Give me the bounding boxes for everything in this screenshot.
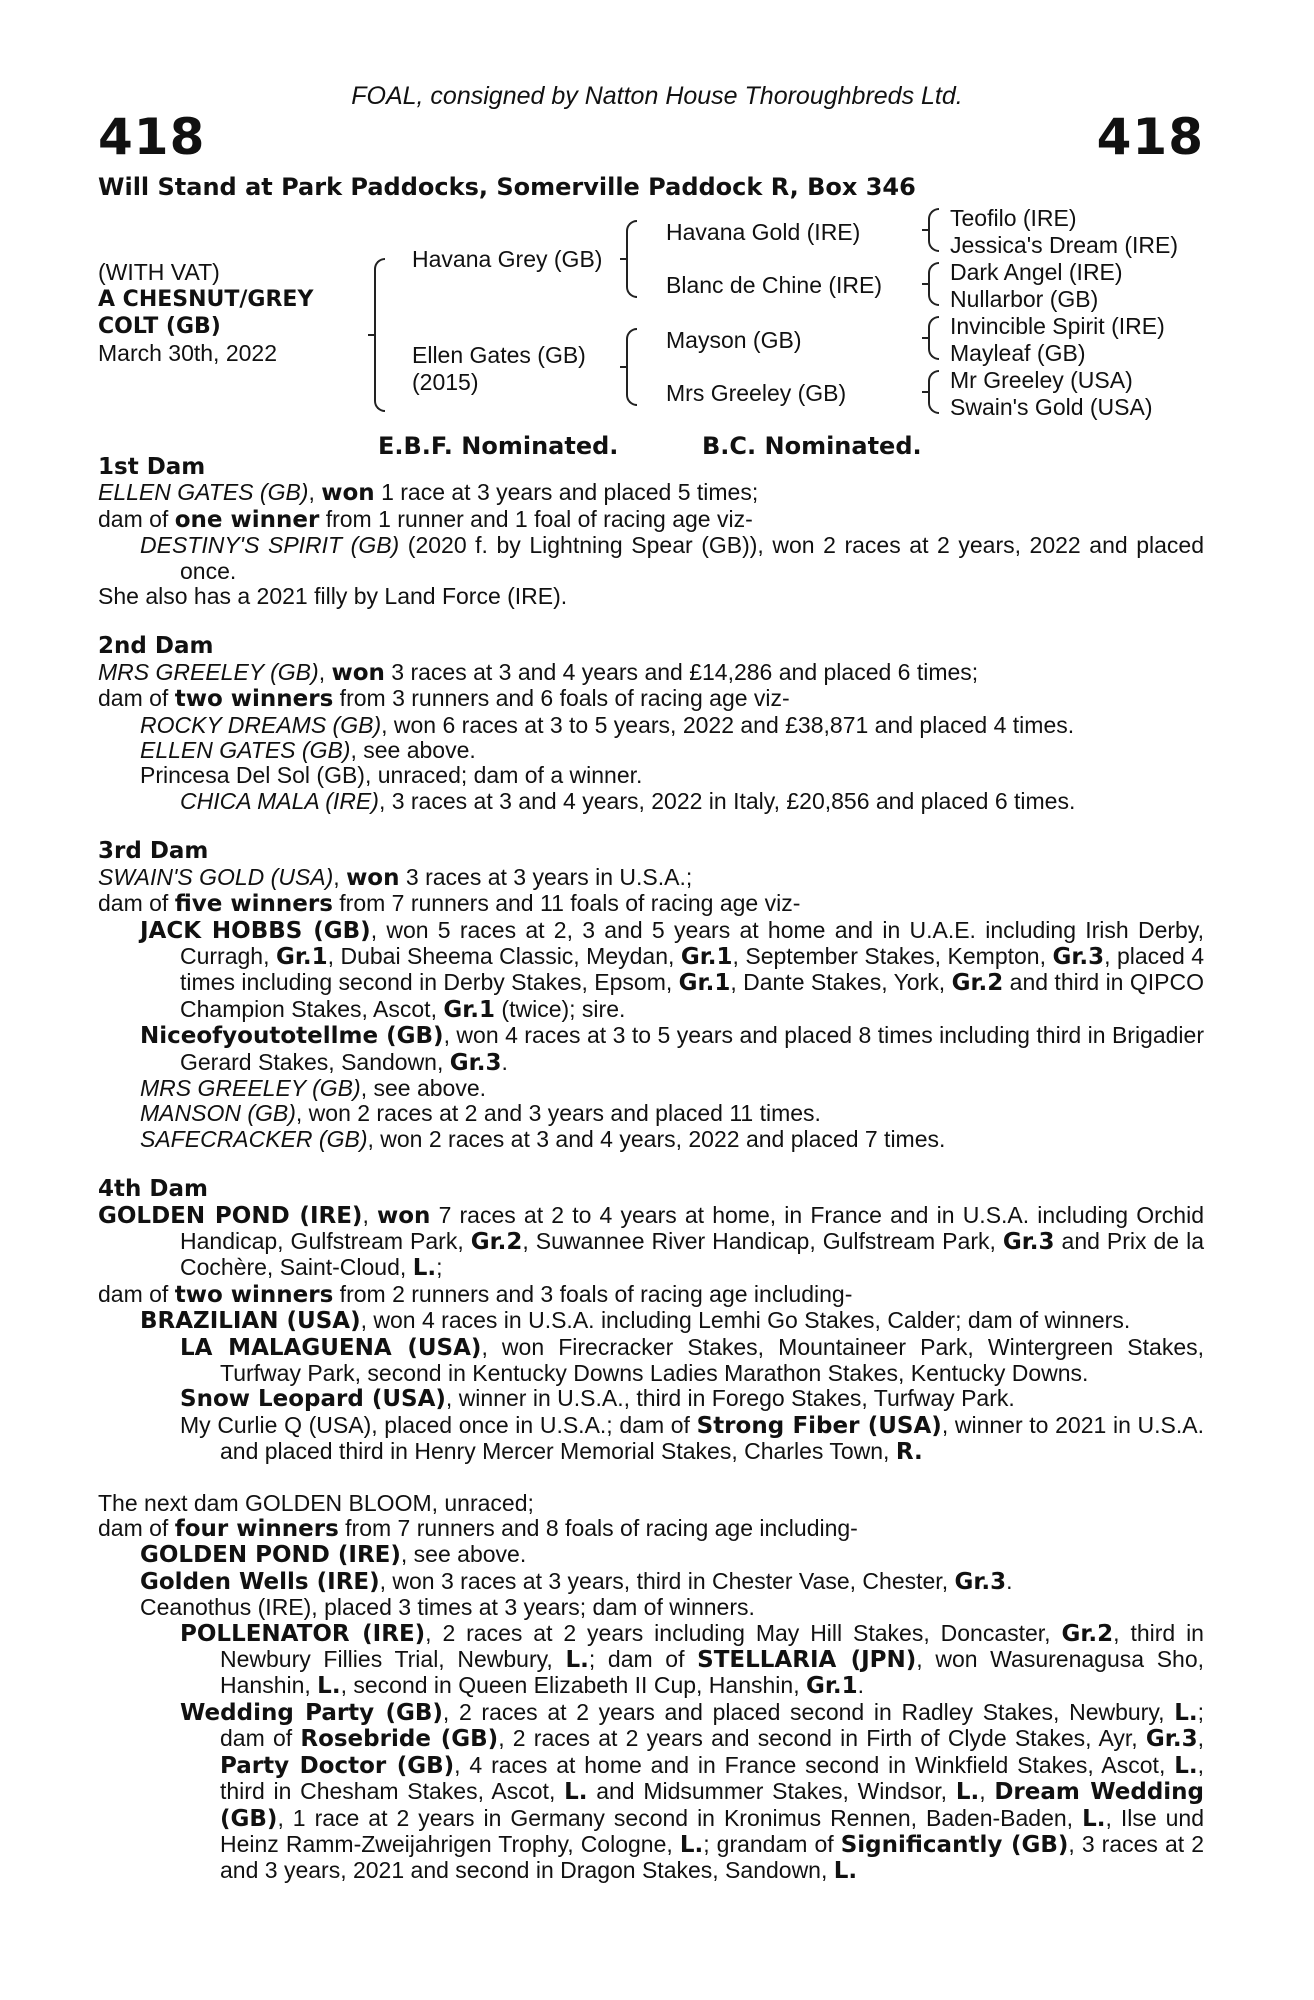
- text: and third in QIPCO Champion Stakes, Ascot,: [180, 969, 1204, 1022]
- text: , see above.: [360, 1074, 486, 1101]
- dam-year: (2015): [412, 369, 479, 395]
- bold-text: Gr.3: [1002, 1228, 1055, 1255]
- pedigree-brace-sire: [626, 220, 637, 298]
- text: from 7 runners and 11 foals of racing age viz-: [332, 890, 801, 917]
- pedigree-brace-dam: [626, 328, 637, 406]
- pedigree-entry: [98, 533, 1204, 584]
- text: , see above.: [400, 1541, 527, 1568]
- pedigree-brace-sd: [928, 262, 939, 306]
- text: from 3 runners and 6 foals of racing age viz-: [333, 685, 790, 712]
- sire-sire: Havana Gold (IRE): [666, 219, 861, 245]
- italic-text: CHICA MALA (IRE): [180, 787, 379, 814]
- pedigree-entry: [98, 1569, 1204, 1595]
- lot-number-left: 418: [98, 108, 206, 166]
- pedigree-entry: [98, 1386, 1204, 1412]
- foaling-date: March 30th, 2022: [98, 340, 278, 366]
- section-heading: 3rd Dam: [98, 838, 209, 865]
- bold-text: two winners: [174, 1281, 334, 1308]
- bold-text: Rosebride (GB): [300, 1726, 499, 1753]
- text: .: [1006, 1567, 1013, 1594]
- family-notes: [98, 455, 1204, 1885]
- text: , placed 4 times including second in Derby Stakes, Epsom,: [180, 942, 1205, 996]
- pedigree-entry: [98, 918, 1204, 1024]
- text: , Suwannee River Handicap, Gulfstream Park,: [522, 1227, 1003, 1254]
- text: ,: [979, 1778, 995, 1805]
- text: , 4 races at home and in France second in Winkfield Stakes, Ascot,: [454, 1751, 1175, 1778]
- dam-section: [98, 455, 1204, 609]
- sd-dam: Nullarbor (GB): [950, 286, 1099, 312]
- bold-text: L.: [1082, 1805, 1106, 1832]
- text: 1 race at 3 years and placed 5 times;: [374, 479, 759, 506]
- bold-text: Party Doctor (GB): [220, 1752, 455, 1779]
- bold-text: Gr.1: [680, 943, 733, 970]
- pedigree-entry: [98, 1542, 1204, 1568]
- text: My Curlie Q (USA), placed once in U.S.A.; dam of: [180, 1411, 697, 1438]
- pedigree-entry: [98, 1308, 1204, 1334]
- text: , September Stakes, Kempton,: [732, 942, 1053, 969]
- text: , won Firecracker Stakes, Mountaineer Park, Wintergreen Stakes, Turfway Park, second in Kentucky Downs Ladies Marathon Stakes, Kentucky Downs.: [220, 1333, 1204, 1386]
- ebf-nomination: E.B.F. Nominated.: [378, 432, 619, 460]
- text: dam of: [98, 890, 175, 917]
- italic-text: ELLEN GATES (GB): [140, 737, 351, 764]
- ds-dam: Mayleaf (GB): [950, 340, 1086, 366]
- text: , won 4 races in U.S.A. including Lemhi Go Stakes, Calder; dam of winners.: [360, 1307, 1131, 1334]
- bold-text: Significantly (GB): [840, 1831, 1069, 1858]
- bold-text: L.: [1174, 1752, 1198, 1779]
- bold-text: BRAZILIAN (USA): [140, 1308, 361, 1335]
- bold-text: won: [376, 1202, 431, 1229]
- section-gap: [98, 814, 1204, 839]
- bold-text: L.: [955, 1779, 980, 1806]
- pedigree-brace-ds: [928, 316, 939, 360]
- italic-text: ROCKY DREAMS (GB): [140, 711, 382, 738]
- dam-dam: Mrs Greeley (GB): [666, 380, 847, 406]
- text: (twice); sire.: [495, 995, 626, 1022]
- pedigree-entry: [98, 480, 1204, 506]
- text: ; grandam of: [703, 1830, 841, 1857]
- bold-text: Gr.3: [954, 1568, 1007, 1595]
- pedigree-brace-main: [374, 258, 385, 412]
- pedigree-entry: [98, 1700, 1204, 1885]
- text: and Prix de la Cochère, Saint-Cloud,: [180, 1227, 1204, 1281]
- dam-sire: Mayson (GB): [666, 327, 802, 353]
- text: , Ilse und Heinz Ramm-Zweijahrigen Trophy, Cologne,: [220, 1804, 1204, 1857]
- bold-text: won: [321, 480, 375, 507]
- bold-text: Gr.2: [1061, 1620, 1114, 1647]
- text: , second in Queen Elizabeth II Cup, Hanshin,: [340, 1672, 806, 1699]
- pedigree-entry: [98, 763, 1204, 788]
- section-heading: 1st Dam: [98, 454, 206, 480]
- bold-text: Gr.2: [951, 970, 1004, 997]
- bold-text: four winners: [174, 1516, 339, 1543]
- text: , third in Chesham Stakes, Ascot,: [220, 1751, 1204, 1805]
- text: .: [501, 1048, 508, 1075]
- pedigree-entry: [98, 1595, 1204, 1620]
- section-gap: [98, 1466, 1204, 1491]
- bold-text: one winner: [174, 506, 320, 533]
- text: The next dam GOLDEN BLOOM, unraced;: [98, 1489, 534, 1516]
- text: from 1 runner and 1 foal of racing age viz-: [319, 505, 753, 532]
- dd-sire: Mr Greeley (USA): [950, 367, 1133, 393]
- bc-nomination: B.C. Nominated.: [702, 432, 922, 460]
- vat-note: (WITH VAT): [98, 259, 220, 285]
- text: , won 2 races at 3 and 4 years, 2022 and placed 7 times.: [367, 1125, 946, 1152]
- pedigree-entry: [98, 507, 1204, 533]
- text: 7 races at 2 to 4 years at home, in France and in U.S.A. including Orchid Handicap, Gulfstream Park,: [180, 1201, 1204, 1254]
- pedigree-entry: [98, 584, 1204, 609]
- italic-text: ELLEN GATES (GB): [98, 479, 309, 506]
- bold-text: L.: [564, 1779, 588, 1806]
- text: , winner in U.S.A., third in Forego Stakes, Turfway Park.: [445, 1385, 1015, 1412]
- text: She also has a 2021 filly by Land Force (IRE).: [98, 583, 568, 610]
- bold-text: L.: [679, 1831, 704, 1858]
- bold-text: Snow Leopard (USA): [180, 1386, 446, 1413]
- text: dam of: [98, 505, 175, 532]
- text: , Dubai Sheema Classic, Meydan,: [327, 942, 681, 969]
- bold-text: won: [331, 659, 385, 686]
- bold-text: Niceofyoutotellme (GB): [140, 1023, 444, 1050]
- text: , won 4 races at 3 to 5 years and placed 8 times including third in Brigadier Gerard Stakes, Sandown,: [180, 1022, 1204, 1075]
- bold-text: Gr.1: [805, 1673, 858, 1700]
- pedigree-entry: [98, 660, 1204, 686]
- text: ,: [308, 479, 322, 506]
- pedigree-entry: [98, 1491, 1204, 1516]
- text: , 2 races at 2 years including May Hill Stakes, Doncaster,: [425, 1619, 1062, 1646]
- text: ,: [318, 658, 332, 685]
- pedigree-entry: [98, 1282, 1204, 1308]
- bold-text: Strong Fiber (USA): [696, 1412, 942, 1439]
- bold-text: Gr.3: [449, 1049, 502, 1076]
- bold-text: Gr.3: [1145, 1726, 1198, 1753]
- pedigree-entry: [98, 1023, 1204, 1076]
- section-gap: [98, 609, 1204, 634]
- text: Ceanothus (IRE), placed 3 times at 3 years; dam of winners.: [140, 1594, 755, 1621]
- bold-text: GOLDEN POND (IRE): [98, 1202, 363, 1229]
- sire: Havana Grey (GB): [412, 246, 603, 272]
- text: from 7 runners and 8 foals of racing age including-: [338, 1515, 858, 1542]
- bold-text: POLLENATOR (IRE): [180, 1620, 426, 1647]
- dam-section: [98, 634, 1204, 814]
- pedigree-entry: [98, 865, 1204, 891]
- bold-text: Dream Wedding (GB): [220, 1779, 1205, 1832]
- text: , won 3 races at 3 years, third in Chester Vase, Chester,: [379, 1567, 955, 1594]
- ds-sire: Invincible Spirit (IRE): [950, 313, 1165, 339]
- bold-text: L.: [1174, 1699, 1198, 1726]
- bold-text: two winners: [174, 686, 334, 713]
- text: 3 races at 3 years in U.S.A.;: [399, 863, 693, 890]
- text: , won Wasurenagusa Sho, Hanshin,: [220, 1646, 1205, 1699]
- italic-text: MANSON (GB): [140, 1100, 296, 1127]
- text: , see above.: [350, 737, 476, 764]
- bold-text: L.: [317, 1673, 341, 1700]
- section-gap: [98, 1152, 1204, 1177]
- bold-text: JACK HOBBS (GB): [140, 917, 371, 944]
- italic-text: SAFECRACKER (GB): [140, 1125, 368, 1152]
- text: , Dante Stakes, York,: [730, 969, 952, 996]
- bold-text: Wedding Party (GB): [180, 1699, 443, 1726]
- text: , won 5 races at 2, 3 and 5 years at home and in U.A.E. including Irish Derby, Curragh,: [180, 916, 1205, 969]
- dam-section: [98, 839, 1204, 1152]
- sd-sire: Dark Angel (IRE): [950, 259, 1123, 285]
- text: ,: [333, 863, 347, 890]
- text: and Midsummer Stakes, Windsor,: [587, 1778, 956, 1805]
- pedigree-entry: [98, 1127, 1204, 1152]
- bold-text: won: [346, 864, 400, 891]
- bold-text: Gr.1: [443, 996, 496, 1023]
- text: , 1 race at 2 years in Germany second in Kronimus Rennen, Baden-Baden,: [277, 1804, 1083, 1831]
- text: ; dam of: [220, 1698, 1204, 1752]
- text: ; dam of: [588, 1646, 698, 1673]
- bold-text: Gr.1: [678, 970, 731, 997]
- text: , 2 races at 2 years and placed second in Radley Stakes, Newbury,: [442, 1698, 1175, 1725]
- sire-dam: Blanc de Chine (IRE): [666, 272, 883, 298]
- text: ,: [362, 1201, 377, 1228]
- bold-text: L.: [565, 1647, 589, 1674]
- bold-text: LA MALAGUENA (USA): [180, 1334, 482, 1361]
- section-heading: 2nd Dam: [98, 633, 214, 660]
- text: , won 6 races at 3 to 5 years, 2022 and £38,871 and placed 4 times.: [381, 711, 1075, 738]
- text: ;: [436, 1254, 443, 1281]
- text: , winner to 2021 in U.S.A. and placed third in Henry Mercer Memorial Stakes, Charles Town,: [220, 1411, 1205, 1465]
- pedigree-brace-ss: [928, 208, 939, 252]
- pedigree-entry: [98, 1335, 1204, 1387]
- bold-text: STELLARIA (JPN): [697, 1647, 917, 1674]
- text: 3 races at 3 and 4 years and £14,286 and placed 6 times;: [384, 658, 979, 685]
- italic-text: MRS GREELEY (GB): [140, 1074, 361, 1101]
- bold-text: Gr.3: [1052, 943, 1105, 970]
- text: dam of: [98, 685, 175, 712]
- bold-text: Gr.2: [470, 1228, 523, 1255]
- ss-dam: Jessica's Dream (IRE): [950, 232, 1179, 258]
- text: , third in Newbury Fillies Trial, Newbury,: [220, 1619, 1204, 1673]
- pedigree-entry: [98, 1621, 1204, 1700]
- horse-sex-country: COLT (GB): [98, 314, 221, 339]
- pedigree-entry: [98, 1203, 1204, 1282]
- bold-text: Golden Wells (IRE): [140, 1568, 380, 1595]
- bold-text: GOLDEN POND (IRE): [140, 1542, 401, 1569]
- pedigree-entry: [98, 789, 1204, 814]
- dam-section: [98, 1491, 1204, 1885]
- italic-text: DESTINY'S SPIRIT (GB): [140, 532, 400, 559]
- pedigree-brace-dd: [928, 370, 939, 414]
- ss-sire: Teofilo (IRE): [950, 205, 1077, 231]
- pedigree-entry: [98, 713, 1204, 738]
- pedigree-entry: [98, 1101, 1204, 1126]
- pedigree-entry: [98, 891, 1204, 917]
- pedigree-entry: [98, 686, 1204, 712]
- italic-text: SWAIN'S GOLD (USA): [98, 863, 334, 890]
- text: , 2 races at 2 years and second in Firth of Clyde Stakes, Ayr,: [498, 1725, 1146, 1752]
- bold-text: L.: [412, 1255, 437, 1282]
- bold-text: L.: [833, 1858, 858, 1885]
- dam: Ellen Gates (GB): [412, 342, 586, 368]
- bold-text: Gr.1: [275, 943, 328, 970]
- text: .: [857, 1672, 865, 1699]
- bold-text: R.: [895, 1439, 923, 1466]
- stand-location: Will Stand at Park Paddocks, Somerville Paddock R, Box 346: [98, 173, 916, 201]
- text: , won 2 races at 2 and 3 years and placed 11 times.: [295, 1100, 821, 1127]
- text: Princesa Del Sol (GB), unraced; dam of a winner.: [140, 762, 643, 789]
- text: dam of: [98, 1280, 175, 1307]
- pedigree-entry: [98, 738, 1204, 763]
- pedigree-entry: [98, 1413, 1204, 1466]
- text: (2020 f. by Lightning Spear (GB)), won 2 races at 2 years, 2022 and placed once.: [180, 532, 1204, 584]
- lot-number-right: 418: [1096, 108, 1204, 166]
- consignment-line: FOAL, consigned by Natton House Thoroughbreds Ltd.: [351, 82, 963, 110]
- text: ,: [1197, 1725, 1204, 1752]
- dd-dam: Swain's Gold (USA): [950, 394, 1153, 420]
- italic-text: MRS GREELEY (GB): [98, 658, 319, 685]
- text: , 3 races at 2 and 3 years, 2021 and second in Dragon Stakes, Sandown,: [220, 1830, 1204, 1884]
- pedigree-entry: [98, 1076, 1204, 1101]
- text: dam of: [98, 1515, 175, 1542]
- horse-description: A CHESNUT/GREY: [98, 287, 314, 312]
- text: , 3 races at 3 and 4 years, 2022 in Italy, £20,856 and placed 6 times.: [378, 787, 1076, 814]
- section-heading: 4th Dam: [98, 1176, 208, 1203]
- text: from 2 runners and 3 foals of racing age including-: [333, 1280, 853, 1307]
- dam-section: [98, 1177, 1204, 1465]
- pedigree-entry: [98, 1516, 1204, 1542]
- bold-text: five winners: [174, 891, 333, 918]
